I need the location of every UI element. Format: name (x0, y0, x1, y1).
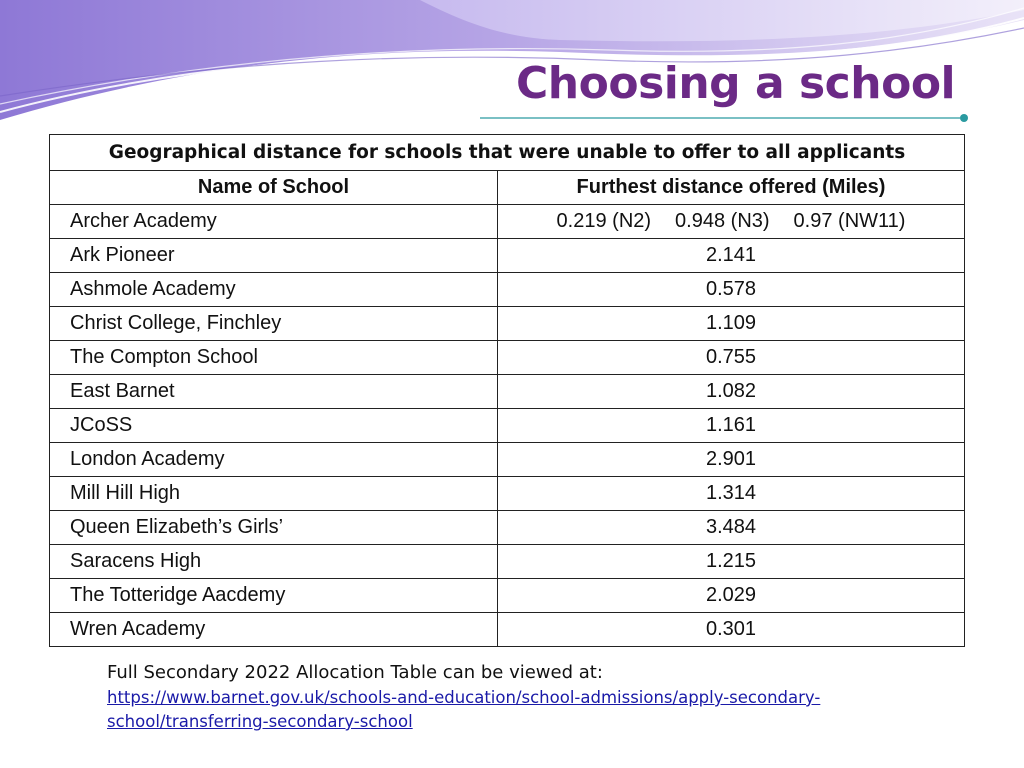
table-row (50, 205, 965, 239)
school-name: Mill Hill High (50, 477, 498, 511)
slide-title: Choosing a school (516, 58, 956, 109)
table-header-row (50, 171, 965, 205)
school-name: The Compton School (50, 341, 498, 375)
school-name: The Totteridge Aacdemy (50, 579, 498, 613)
school-distance (498, 205, 965, 239)
distance-n3: 0.948 (N3) (675, 210, 770, 232)
school-name: Ashmole Academy (50, 273, 498, 307)
school-name: JCoSS (50, 409, 498, 443)
school-distance: 2.141 (498, 239, 965, 273)
table-row (50, 511, 965, 545)
link-line-2: school/transferring-secondary-school (107, 712, 413, 731)
table-row (50, 375, 965, 409)
column-header-name: Name of School (50, 171, 498, 205)
distance-table (49, 134, 965, 647)
school-distance: 2.029 (498, 579, 965, 613)
school-distance: 1.109 (498, 307, 965, 341)
table-row (50, 579, 965, 613)
school-name: Christ College, Finchley (50, 307, 498, 341)
school-distance: 0.578 (498, 273, 965, 307)
title-underline (480, 112, 972, 124)
distance-n2: 0.219 (N2) (556, 210, 652, 232)
table-row (50, 273, 965, 307)
distance-nw11: 0.97 (NW11) (793, 210, 906, 232)
table-caption: Geographical distance for schools that were unable to offer to all applicants (50, 135, 965, 171)
table-row (50, 477, 965, 511)
school-distance: 1.161 (498, 409, 965, 443)
footer-text: Full Secondary 2022 Allocation Table can be viewed at: (107, 662, 603, 683)
school-distance: 0.755 (498, 341, 965, 375)
table-row (50, 613, 965, 647)
footer-note (107, 660, 957, 734)
table-row (50, 545, 965, 579)
school-distance: 1.215 (498, 545, 965, 579)
column-header-distance: Furthest distance offered (Miles) (498, 171, 965, 205)
school-distance: 3.484 (498, 511, 965, 545)
link-line-1: https://www.barnet.gov.uk/schools-and-education/school-admissions/apply-secondary- (107, 688, 821, 707)
table-row (50, 341, 965, 375)
school-name: Saracens High (50, 545, 498, 579)
school-name: Queen Elizabeth’s Girls’ (50, 511, 498, 545)
school-name: London Academy (50, 443, 498, 477)
table-caption-row (50, 135, 965, 171)
school-name: Wren Academy (50, 613, 498, 647)
school-distance: 1.082 (498, 375, 965, 409)
school-name: East Barnet (50, 375, 498, 409)
table-row (50, 409, 965, 443)
school-distance: 2.901 (498, 443, 965, 477)
table-row (50, 239, 965, 273)
allocation-table-link[interactable] (107, 686, 957, 734)
school-name: Ark Pioneer (50, 239, 498, 273)
table-row (50, 307, 965, 341)
school-distance: 0.301 (498, 613, 965, 647)
school-name: Archer Academy (50, 205, 498, 239)
table-row (50, 443, 965, 477)
school-distance: 1.314 (498, 477, 965, 511)
